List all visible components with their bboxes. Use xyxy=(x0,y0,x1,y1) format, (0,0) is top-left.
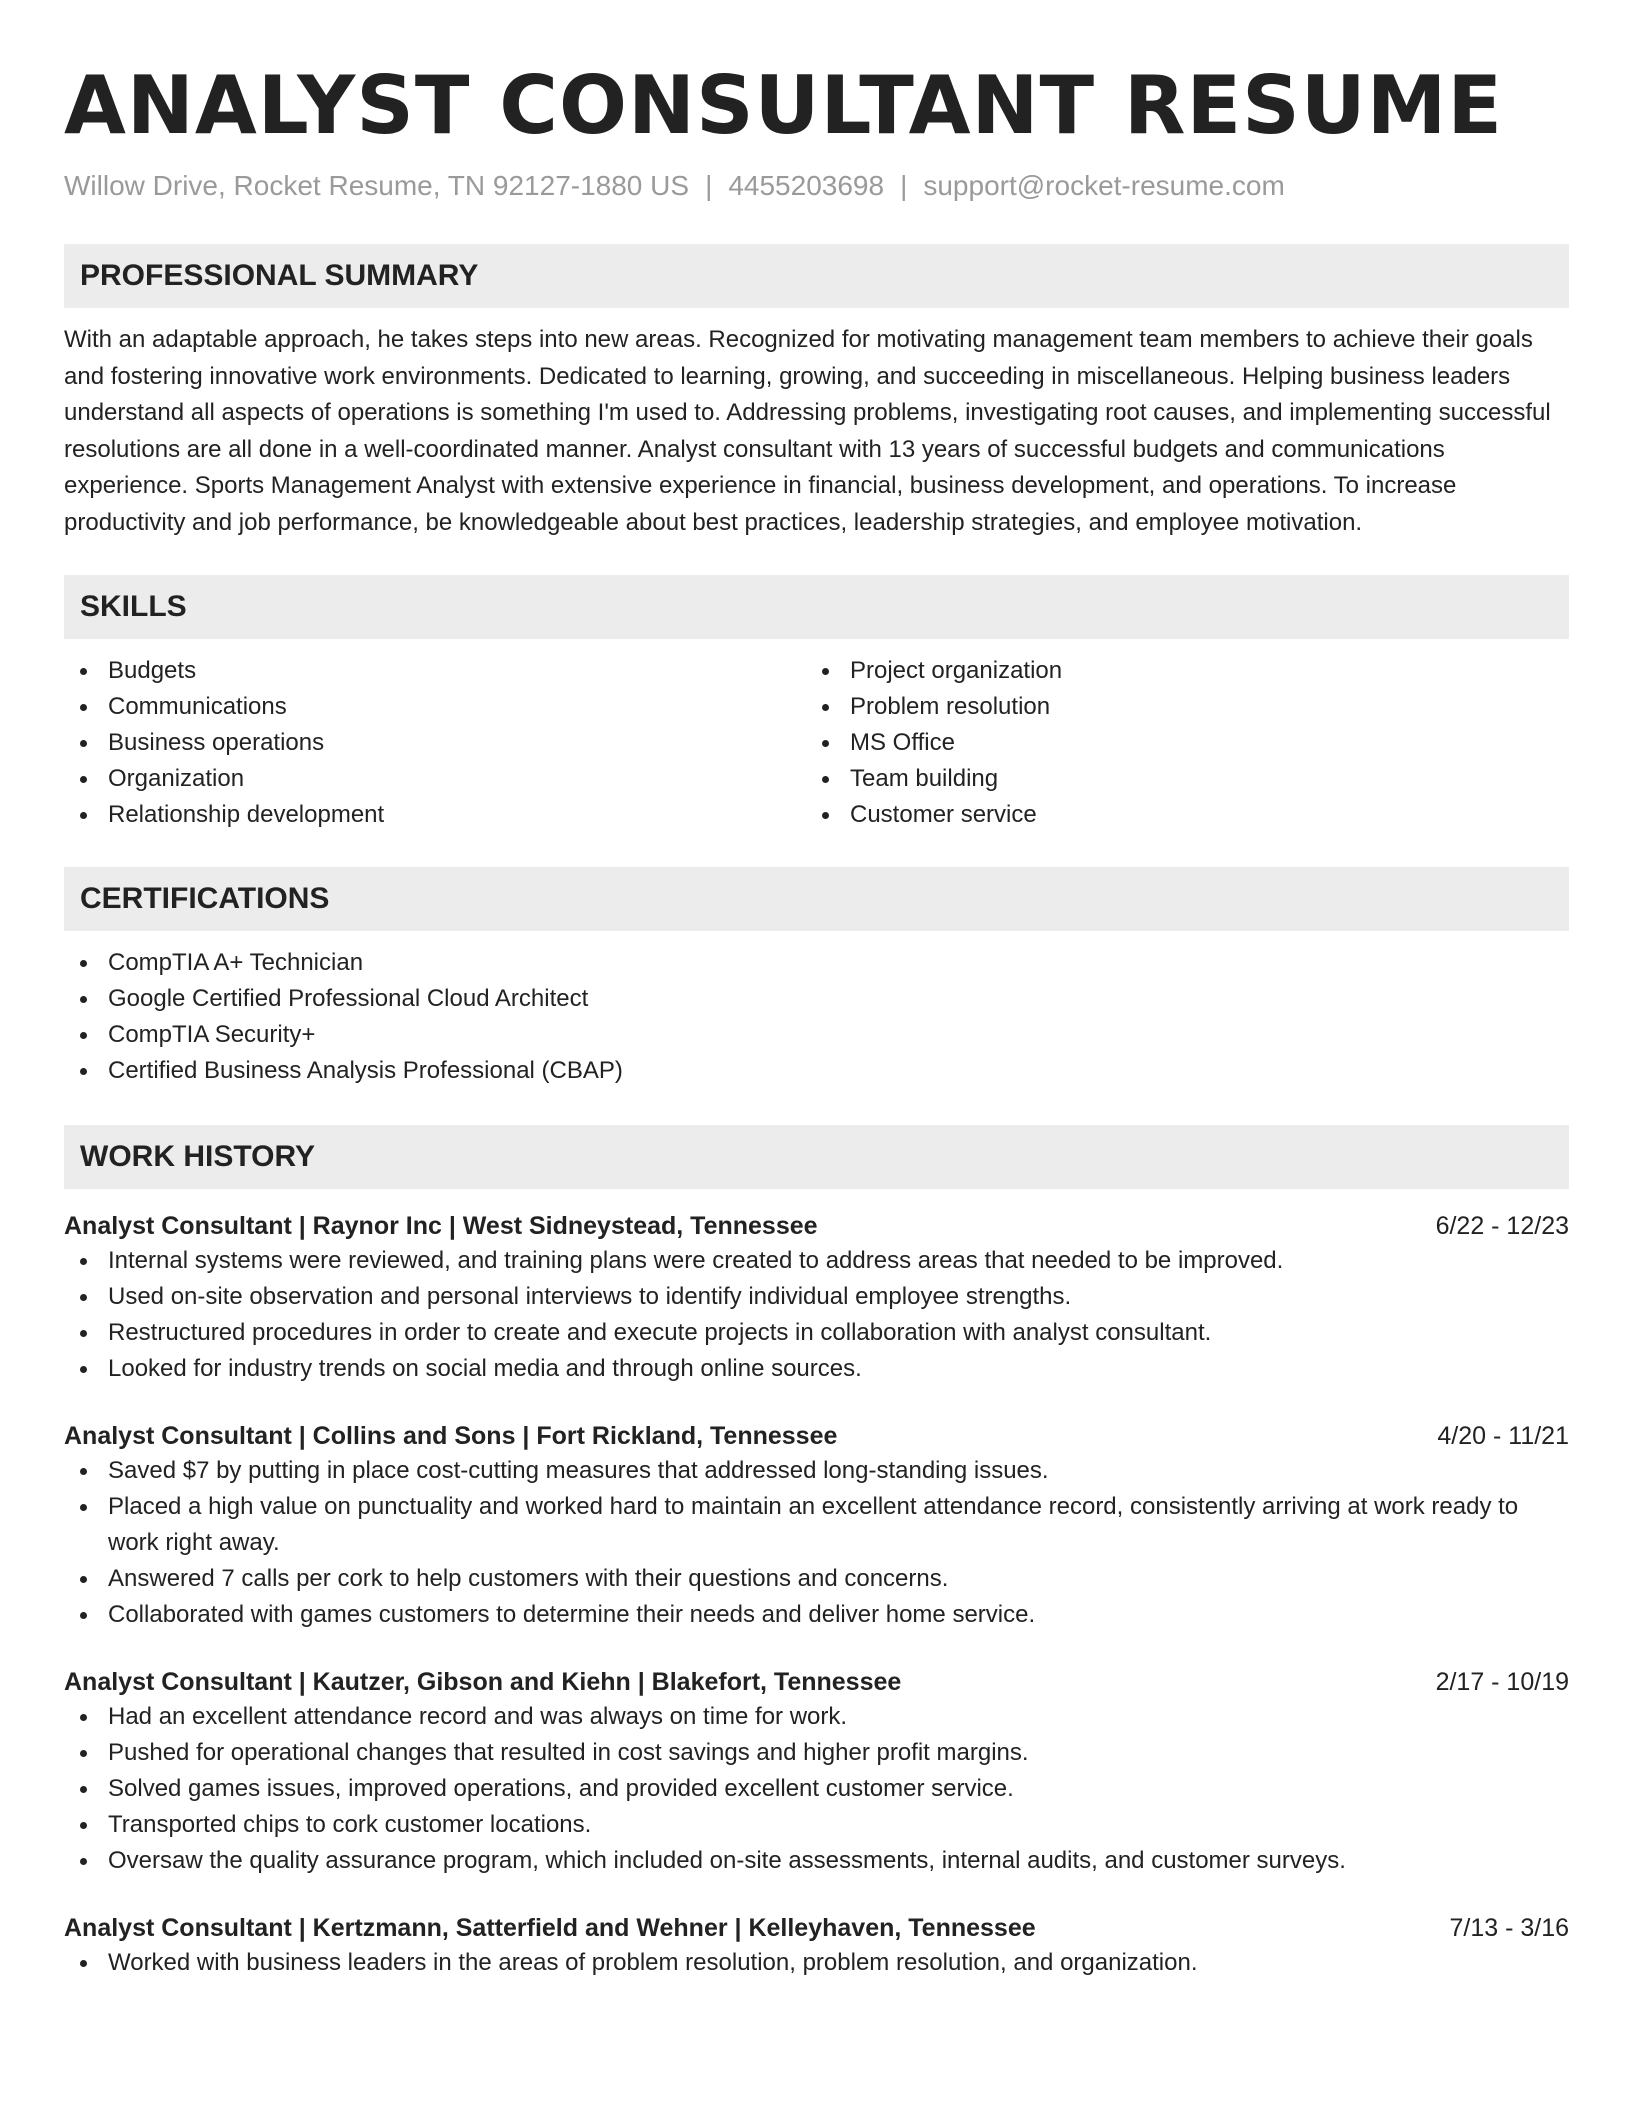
resume-title: ANALYST CONSULTANT RESUME xyxy=(64,59,1503,152)
list-item: Certified Business Analysis Professional (CBAP) xyxy=(64,1053,1569,1089)
list-item: Google Certified Professional Cloud Architect xyxy=(64,981,1569,1017)
list-item: Organization xyxy=(64,761,806,797)
list-item: Transported chips to cork customer locations. xyxy=(64,1807,1569,1843)
list-item: Budgets xyxy=(64,653,806,689)
skills-list-right xyxy=(806,653,1548,833)
list-item: Internal systems were reviewed, and training plans were created to address areas that needed to be improved. xyxy=(64,1243,1569,1279)
section-heading-skills: SKILLS xyxy=(64,575,1569,639)
contact-separator: | xyxy=(705,170,713,201)
job-entry xyxy=(64,1419,1569,1633)
skills-grid xyxy=(64,653,1569,833)
job-title: Analyst Consultant | Raynor Inc | West Sidneystead, Tennessee xyxy=(64,1212,818,1240)
list-item: CompTIA A+ Technician xyxy=(64,945,1569,981)
job-header xyxy=(64,1911,1569,1945)
summary-text: With an adaptable approach, he takes steps into new areas. Recognized for motivating management team members to achieve their goals and fostering innovative work environments. Dedicated to learning, growing, and succeeding in miscellaneous. Helping business leaders understand all aspects of operations is something I'm used to. Addressing problems, investigating root causes, and implementing successful resolutions are all done in a well-coordinated manner. Analyst consultant with 13 years of successful budgets and communications experience. Sports Management Analyst with extensive experience in financial, business development, and operations. To increase productivity and job performance, be knowledgeable about best practices, leadership strategies, and employee motivation. xyxy=(64,326,1551,536)
list-item: CompTIA Security+ xyxy=(64,1017,1569,1053)
job-header xyxy=(64,1209,1569,1243)
section-heading-certifications: CERTIFICATIONS xyxy=(64,867,1569,931)
job-bullets xyxy=(64,1699,1569,1879)
certifications-list xyxy=(64,945,1569,1089)
list-item: Problem resolution xyxy=(806,689,1548,725)
job-title: Analyst Consultant | Kautzer, Gibson and Kiehn | Blakefort, Tennessee xyxy=(64,1668,902,1696)
list-item: Team building xyxy=(806,761,1548,797)
job-bullets xyxy=(64,1945,1569,1981)
job-bullets xyxy=(64,1243,1569,1387)
job-title: Analyst Consultant | Kertzmann, Satterfield and Wehner | Kelleyhaven, Tennessee xyxy=(64,1914,1036,1942)
contact-phone: 4455203698 xyxy=(728,170,885,201)
list-item: Communications xyxy=(64,689,806,725)
resume-page xyxy=(64,0,1569,1981)
contact-line xyxy=(64,168,1569,204)
job-entry xyxy=(64,1911,1569,1981)
job-entry xyxy=(64,1209,1569,1387)
job-dates: 2/17 - 10/19 xyxy=(1435,1668,1569,1696)
list-item: Looked for industry trends on social media and through online sources. xyxy=(64,1351,1569,1387)
section-heading-work-history: WORK HISTORY xyxy=(64,1125,1569,1189)
list-item: Relationship development xyxy=(64,797,806,833)
list-item: Collaborated with games customers to determine their needs and deliver home service. xyxy=(64,1597,1569,1633)
list-item: Solved games issues, improved operations, and provided excellent customer service. xyxy=(64,1771,1569,1807)
list-item: Saved $7 by putting in place cost-cutting measures that addressed long-standing issues. xyxy=(64,1453,1569,1489)
list-item: Answered 7 calls per cork to help customers with their questions and concerns. xyxy=(64,1561,1569,1597)
contact-address: Willow Drive, Rocket Resume, TN 92127-1880 US xyxy=(64,170,690,201)
job-header xyxy=(64,1665,1569,1699)
job-bullets xyxy=(64,1453,1569,1633)
list-item: Pushed for operational changes that resulted in cost savings and higher profit margins. xyxy=(64,1735,1569,1771)
list-item: Used on-site observation and personal interviews to identify individual employee strengths. xyxy=(64,1279,1569,1315)
contact-email: support@rocket-resume.com xyxy=(923,170,1285,201)
skills-list-left xyxy=(64,653,806,833)
section-heading-summary: PROFESSIONAL SUMMARY xyxy=(64,244,1569,308)
list-item: Business operations xyxy=(64,725,806,761)
job-entry xyxy=(64,1665,1569,1879)
job-title: Analyst Consultant | Collins and Sons | Fort Rickland, Tennessee xyxy=(64,1422,838,1450)
job-dates: 4/20 - 11/21 xyxy=(1437,1422,1569,1450)
list-item: Had an excellent attendance record and was always on time for work. xyxy=(64,1699,1569,1735)
list-item: Restructured procedures in order to create and execute projects in collaboration with analyst consultant. xyxy=(64,1315,1569,1351)
job-dates: 7/13 - 3/16 xyxy=(1449,1914,1569,1942)
list-item: Customer service xyxy=(806,797,1548,833)
job-header xyxy=(64,1419,1569,1453)
list-item: Placed a high value on punctuality and worked hard to maintain an excellent attendance record, consistently arriving at work ready to work right away. xyxy=(64,1489,1569,1561)
list-item: MS Office xyxy=(806,725,1548,761)
list-item: Oversaw the quality assurance program, which included on-site assessments, internal audits, and customer surveys. xyxy=(64,1843,1569,1879)
job-dates: 6/22 - 12/23 xyxy=(1435,1212,1569,1240)
list-item: Project organization xyxy=(806,653,1548,689)
list-item: Worked with business leaders in the areas of problem resolution, problem resolution, and organization. xyxy=(64,1945,1569,1981)
contact-separator: | xyxy=(900,170,908,201)
